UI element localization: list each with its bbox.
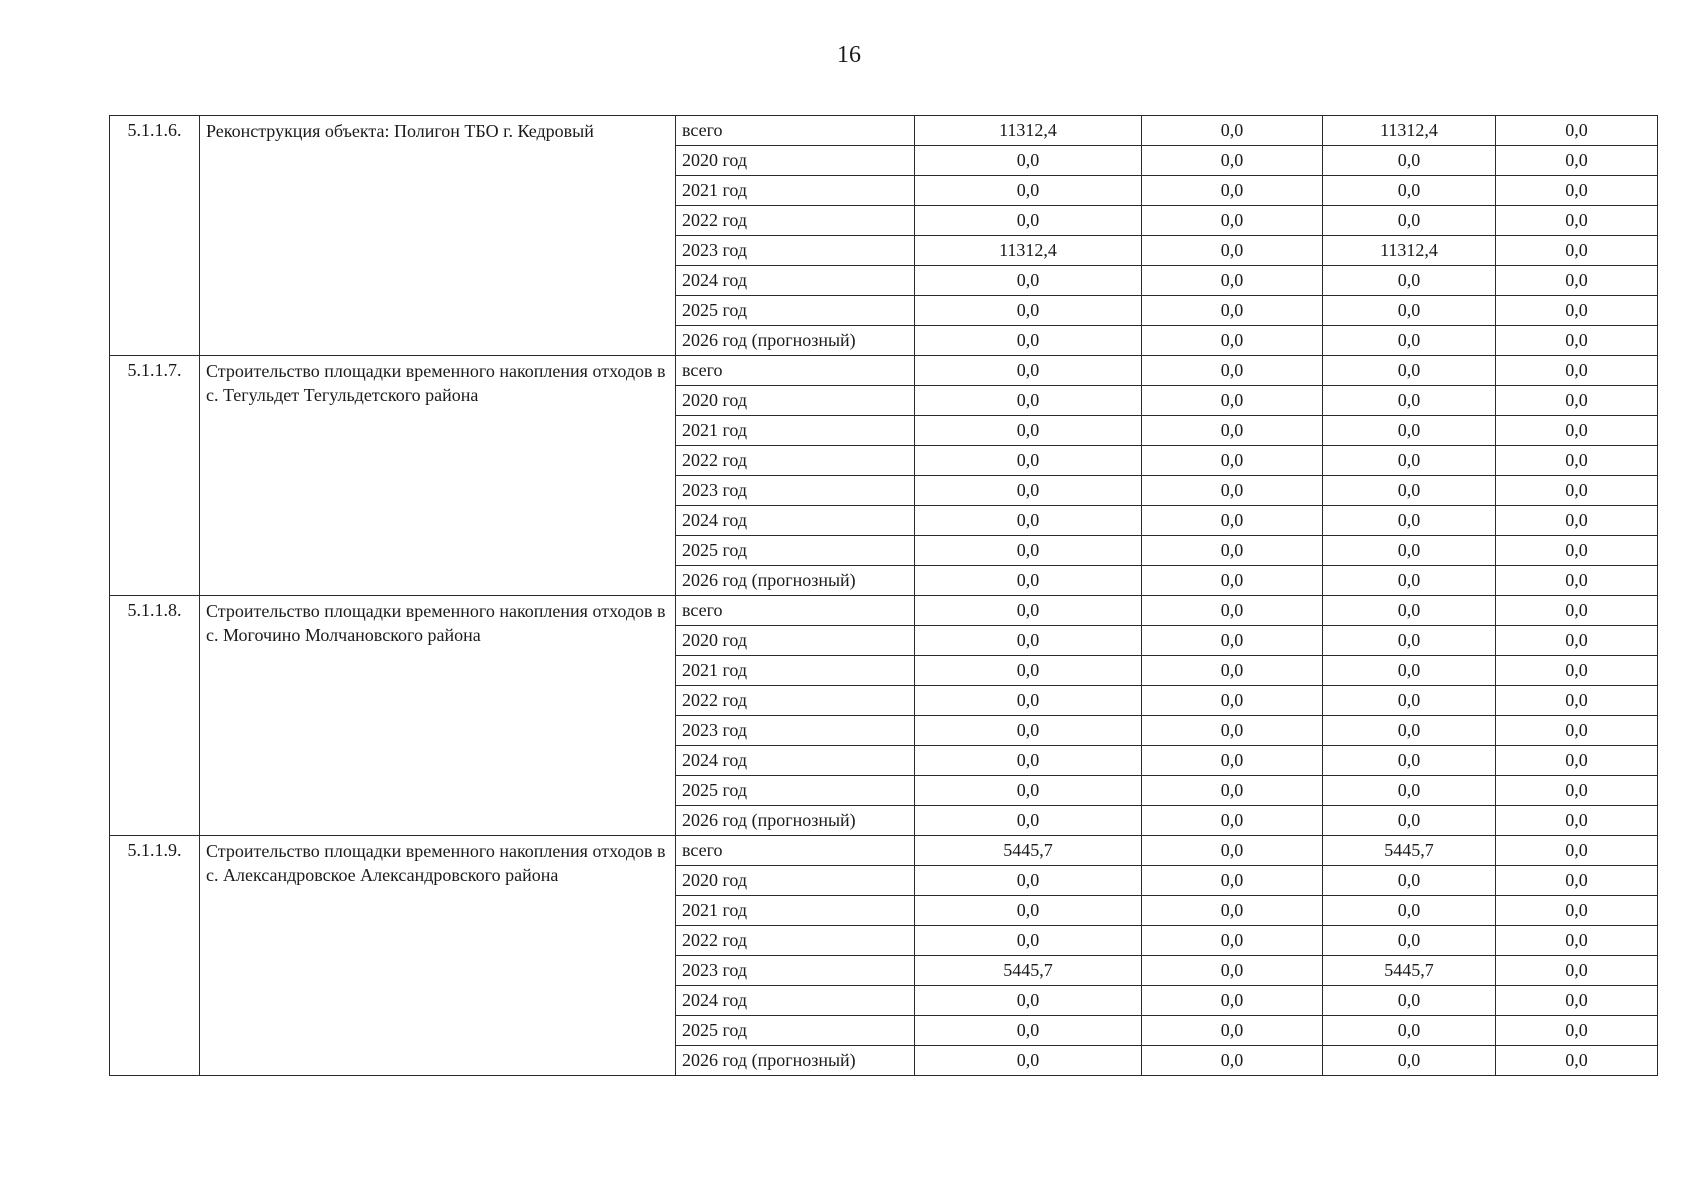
page-number: 16 [837,42,861,68]
value-cell-2: 0,0 [1142,176,1323,206]
value-cell-3: 0,0 [1323,806,1496,836]
value-cell-4: 0,0 [1496,326,1658,356]
value-cell-3: 0,0 [1323,296,1496,326]
period-cell: 2022 год [676,926,915,956]
value-cell-3: 0,0 [1323,686,1496,716]
value-cell-3: 0,0 [1323,1046,1496,1076]
value-cell-2: 0,0 [1142,986,1323,1016]
value-cell-4: 0,0 [1496,896,1658,926]
period-cell: 2023 год [676,476,915,506]
item-code: 5.1.1.7. [110,356,200,596]
value-cell-2: 0,0 [1142,116,1323,146]
period-cell: всего [676,596,915,626]
value-cell-3: 11312,4 [1323,116,1496,146]
value-cell-2: 0,0 [1142,296,1323,326]
value-cell-1: 0,0 [915,506,1142,536]
value-cell-2: 0,0 [1142,206,1323,236]
period-cell: 2021 год [676,896,915,926]
value-cell-3: 0,0 [1323,506,1496,536]
value-cell-4: 0,0 [1496,746,1658,776]
period-cell: всего [676,116,915,146]
period-cell: 2024 год [676,986,915,1016]
value-cell-2: 0,0 [1142,356,1323,386]
value-cell-4: 0,0 [1496,536,1658,566]
period-cell: всего [676,356,915,386]
value-cell-4: 0,0 [1496,596,1658,626]
value-cell-4: 0,0 [1496,776,1658,806]
value-cell-2: 0,0 [1142,566,1323,596]
value-cell-2: 0,0 [1142,1046,1323,1076]
item-name: Строительство площадки временного накопления отходов в с. Александровское Александровского района [200,836,676,1076]
value-cell-1: 0,0 [915,626,1142,656]
period-cell: 2022 год [676,446,915,476]
value-cell-3: 0,0 [1323,266,1496,296]
value-cell-2: 0,0 [1142,386,1323,416]
value-cell-1: 11312,4 [915,236,1142,266]
value-cell-3: 0,0 [1323,416,1496,446]
value-cell-3: 0,0 [1323,146,1496,176]
item-name: Строительство площадки временного накопления отходов в с. Могочино Молчановского района [200,596,676,836]
value-cell-4: 0,0 [1496,1016,1658,1046]
value-cell-4: 0,0 [1496,986,1658,1016]
budget-table [109,115,1658,1076]
value-cell-1: 0,0 [915,866,1142,896]
value-cell-3: 0,0 [1323,566,1496,596]
value-cell-4: 0,0 [1496,116,1658,146]
value-cell-4: 0,0 [1496,716,1658,746]
value-cell-4: 0,0 [1496,1046,1658,1076]
value-cell-2: 0,0 [1142,956,1323,986]
value-cell-4: 0,0 [1496,356,1658,386]
value-cell-4: 0,0 [1496,266,1658,296]
value-cell-2: 0,0 [1142,416,1323,446]
value-cell-2: 0,0 [1142,866,1323,896]
item-code: 5.1.1.8. [110,596,200,836]
period-cell: 2020 год [676,626,915,656]
period-cell: 2024 год [676,506,915,536]
value-cell-2: 0,0 [1142,326,1323,356]
value-cell-2: 0,0 [1142,836,1323,866]
value-cell-2: 0,0 [1142,146,1323,176]
value-cell-2: 0,0 [1142,266,1323,296]
period-cell: 2026 год (прогнозный) [676,806,915,836]
value-cell-1: 0,0 [915,686,1142,716]
value-cell-2: 0,0 [1142,506,1323,536]
value-cell-1: 0,0 [915,386,1142,416]
value-cell-1: 0,0 [915,176,1142,206]
value-cell-4: 0,0 [1496,236,1658,266]
value-cell-1: 11312,4 [915,116,1142,146]
period-cell: 2024 год [676,746,915,776]
value-cell-3: 0,0 [1323,866,1496,896]
value-cell-4: 0,0 [1496,176,1658,206]
value-cell-3: 0,0 [1323,776,1496,806]
period-cell: 2021 год [676,656,915,686]
value-cell-1: 0,0 [915,776,1142,806]
value-cell-3: 0,0 [1323,206,1496,236]
value-cell-1: 0,0 [915,266,1142,296]
value-cell-3: 0,0 [1323,326,1496,356]
value-cell-4: 0,0 [1496,506,1658,536]
item-name: Строительство площадки временного накопления отходов в с. Тегульдет Тегульдетского района [200,356,676,596]
value-cell-1: 0,0 [915,146,1142,176]
value-cell-2: 0,0 [1142,926,1323,956]
value-cell-2: 0,0 [1142,686,1323,716]
value-cell-1: 5445,7 [915,836,1142,866]
value-cell-2: 0,0 [1142,446,1323,476]
value-cell-2: 0,0 [1142,536,1323,566]
value-cell-3: 0,0 [1323,536,1496,566]
budget-table-body [110,116,1658,1076]
period-cell: 2025 год [676,536,915,566]
value-cell-4: 0,0 [1496,566,1658,596]
period-cell: 2026 год (прогнозный) [676,326,915,356]
value-cell-3: 0,0 [1323,1016,1496,1046]
value-cell-3: 0,0 [1323,626,1496,656]
period-cell: 2025 год [676,296,915,326]
value-cell-1: 0,0 [915,986,1142,1016]
period-cell: 2025 год [676,1016,915,1046]
period-cell: 2023 год [676,236,915,266]
period-cell: всего [676,836,915,866]
value-cell-4: 0,0 [1496,446,1658,476]
item-code: 5.1.1.6. [110,116,200,356]
value-cell-3: 11312,4 [1323,236,1496,266]
value-cell-4: 0,0 [1496,866,1658,896]
value-cell-1: 0,0 [915,416,1142,446]
value-cell-4: 0,0 [1496,476,1658,506]
value-cell-3: 0,0 [1323,596,1496,626]
period-cell: 2022 год [676,686,915,716]
value-cell-1: 0,0 [915,326,1142,356]
value-cell-3: 0,0 [1323,746,1496,776]
period-cell: 2023 год [676,956,915,986]
table-row [110,116,1658,146]
value-cell-1: 0,0 [915,806,1142,836]
value-cell-3: 0,0 [1323,446,1496,476]
item-code: 5.1.1.9. [110,836,200,1076]
value-cell-4: 0,0 [1496,926,1658,956]
item-name: Реконструкция объекта: Полигон ТБО г. Кедровый [200,116,676,356]
value-cell-1: 0,0 [915,716,1142,746]
table-row [110,356,1658,386]
value-cell-3: 5445,7 [1323,836,1496,866]
value-cell-1: 0,0 [915,476,1142,506]
period-cell: 2023 год [676,716,915,746]
period-cell: 2025 год [676,776,915,806]
value-cell-1: 0,0 [915,1016,1142,1046]
value-cell-2: 0,0 [1142,746,1323,776]
value-cell-1: 0,0 [915,656,1142,686]
period-cell: 2024 год [676,266,915,296]
value-cell-3: 0,0 [1323,986,1496,1016]
period-cell: 2020 год [676,146,915,176]
value-cell-3: 0,0 [1323,716,1496,746]
value-cell-2: 0,0 [1142,896,1323,926]
value-cell-2: 0,0 [1142,716,1323,746]
value-cell-4: 0,0 [1496,206,1658,236]
value-cell-4: 0,0 [1496,416,1658,446]
value-cell-2: 0,0 [1142,806,1323,836]
period-cell: 2021 год [676,416,915,446]
period-cell: 2021 год [676,176,915,206]
value-cell-1: 0,0 [915,1046,1142,1076]
value-cell-3: 0,0 [1323,896,1496,926]
value-cell-4: 0,0 [1496,686,1658,716]
value-cell-3: 5445,7 [1323,956,1496,986]
period-cell: 2022 год [676,206,915,236]
table-row [110,596,1658,626]
value-cell-2: 0,0 [1142,776,1323,806]
value-cell-1: 0,0 [915,596,1142,626]
value-cell-4: 0,0 [1496,956,1658,986]
value-cell-3: 0,0 [1323,386,1496,416]
value-cell-1: 0,0 [915,206,1142,236]
period-cell: 2026 год (прогнозный) [676,1046,915,1076]
value-cell-3: 0,0 [1323,356,1496,386]
value-cell-4: 0,0 [1496,386,1658,416]
value-cell-3: 0,0 [1323,656,1496,686]
value-cell-3: 0,0 [1323,176,1496,206]
value-cell-3: 0,0 [1323,476,1496,506]
value-cell-2: 0,0 [1142,1016,1323,1046]
value-cell-1: 0,0 [915,446,1142,476]
value-cell-2: 0,0 [1142,476,1323,506]
value-cell-4: 0,0 [1496,836,1658,866]
value-cell-1: 0,0 [915,356,1142,386]
value-cell-2: 0,0 [1142,626,1323,656]
value-cell-3: 0,0 [1323,926,1496,956]
value-cell-4: 0,0 [1496,296,1658,326]
period-cell: 2026 год (прогнозный) [676,566,915,596]
value-cell-4: 0,0 [1496,626,1658,656]
period-cell: 2020 год [676,386,915,416]
value-cell-1: 5445,7 [915,956,1142,986]
value-cell-1: 0,0 [915,746,1142,776]
value-cell-4: 0,0 [1496,656,1658,686]
value-cell-1: 0,0 [915,926,1142,956]
value-cell-4: 0,0 [1496,806,1658,836]
value-cell-4: 0,0 [1496,146,1658,176]
value-cell-1: 0,0 [915,296,1142,326]
value-cell-1: 0,0 [915,566,1142,596]
value-cell-2: 0,0 [1142,596,1323,626]
value-cell-1: 0,0 [915,536,1142,566]
value-cell-2: 0,0 [1142,236,1323,266]
period-cell: 2020 год [676,866,915,896]
table-row [110,836,1658,866]
value-cell-1: 0,0 [915,896,1142,926]
value-cell-2: 0,0 [1142,656,1323,686]
